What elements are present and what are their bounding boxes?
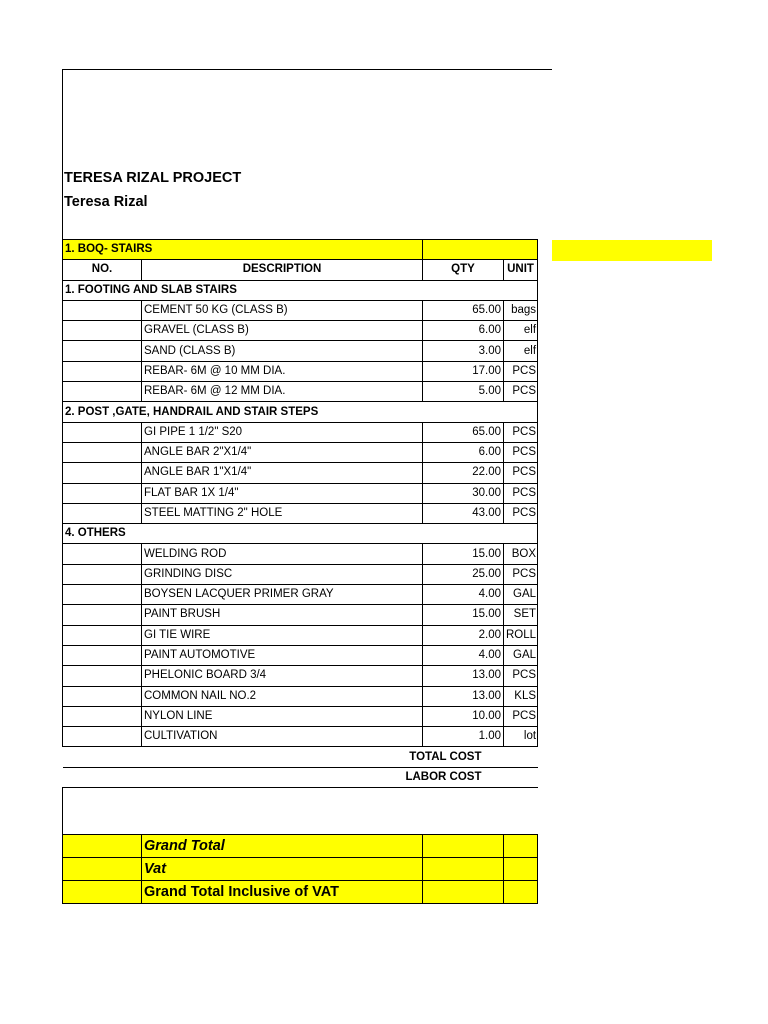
item-qty[interactable]: 15.00 bbox=[423, 605, 504, 625]
total-cost-value[interactable] bbox=[504, 747, 538, 767]
item-description[interactable]: STEEL MATTING 2" HOLE bbox=[142, 503, 423, 523]
vat-no[interactable] bbox=[63, 858, 142, 881]
table-row bbox=[63, 564, 538, 584]
item-unit[interactable]: elf bbox=[504, 321, 538, 341]
item-description[interactable]: GI TIE WIRE bbox=[142, 625, 423, 645]
item-qty[interactable]: 65.00 bbox=[423, 300, 504, 320]
item-qty[interactable]: 6.00 bbox=[423, 442, 504, 462]
grand-total-vat-row bbox=[63, 881, 538, 904]
item-description[interactable]: GI PIPE 1 1/2" S20 bbox=[142, 422, 423, 442]
item-description[interactable]: COMMON NAIL NO.2 bbox=[142, 686, 423, 706]
table-row bbox=[63, 341, 538, 361]
col-header-unit[interactable]: UNIT bbox=[504, 260, 538, 280]
table-row bbox=[63, 706, 538, 726]
item-no-cell[interactable] bbox=[63, 727, 142, 747]
item-description[interactable]: NYLON LINE bbox=[142, 706, 423, 726]
grand-total-qty[interactable] bbox=[423, 835, 504, 858]
table-row bbox=[63, 442, 538, 462]
item-qty[interactable]: 2.00 bbox=[423, 625, 504, 645]
item-unit[interactable]: PCS bbox=[504, 666, 538, 686]
total-cost-row bbox=[63, 747, 538, 767]
item-unit[interactable]: PCS bbox=[504, 422, 538, 442]
table-row bbox=[63, 544, 538, 564]
project-owner: Teresa Rizal bbox=[64, 194, 148, 210]
item-unit[interactable]: PCS bbox=[504, 382, 538, 402]
table-row bbox=[63, 361, 538, 381]
table-row bbox=[63, 483, 538, 503]
vat-qty[interactable] bbox=[423, 858, 504, 881]
item-description[interactable]: WELDING ROD bbox=[142, 544, 423, 564]
table-row bbox=[63, 503, 538, 523]
item-unit[interactable]: lot bbox=[504, 727, 538, 747]
item-unit[interactable]: PCS bbox=[504, 442, 538, 462]
project-title: TERESA RIZAL PROJECT bbox=[64, 170, 242, 186]
item-qty[interactable]: 13.00 bbox=[423, 686, 504, 706]
table-row bbox=[63, 727, 538, 747]
item-description[interactable]: PAINT AUTOMOTIVE bbox=[142, 645, 423, 665]
sheet-border-left bbox=[62, 69, 63, 239]
section-row bbox=[63, 524, 538, 544]
item-qty[interactable]: 4.00 bbox=[423, 645, 504, 665]
table-row bbox=[63, 645, 538, 665]
item-no-cell[interactable] bbox=[63, 585, 142, 605]
item-no-cell[interactable] bbox=[63, 300, 142, 320]
item-qty[interactable]: 1.00 bbox=[423, 727, 504, 747]
grand-total-vat-qty[interactable] bbox=[423, 881, 504, 904]
item-qty[interactable]: 65.00 bbox=[423, 422, 504, 442]
item-description[interactable]: GRAVEL (CLASS B) bbox=[142, 321, 423, 341]
item-qty[interactable]: 22.00 bbox=[423, 463, 504, 483]
labor-cost-row bbox=[63, 767, 538, 787]
section-title[interactable]: 4. OTHERS bbox=[63, 524, 538, 544]
grand-total-vat-label[interactable]: Grand Total Inclusive of VAT bbox=[142, 881, 423, 904]
col-header-description[interactable]: DESCRIPTION bbox=[142, 260, 423, 280]
item-unit[interactable]: GAL bbox=[504, 585, 538, 605]
item-description[interactable]: SAND (CLASS B) bbox=[142, 341, 423, 361]
boq-sheet bbox=[62, 69, 552, 914]
item-description[interactable]: ANGLE BAR 1"X1/4" bbox=[142, 463, 423, 483]
item-unit[interactable]: PCS bbox=[504, 361, 538, 381]
item-description[interactable]: PAINT BRUSH bbox=[142, 605, 423, 625]
item-unit[interactable]: PCS bbox=[504, 706, 538, 726]
item-no-cell[interactable] bbox=[63, 442, 142, 462]
vat-unit[interactable] bbox=[504, 858, 538, 881]
item-qty[interactable]: 4.00 bbox=[423, 585, 504, 605]
item-qty[interactable]: 25.00 bbox=[423, 564, 504, 584]
spacer-cell bbox=[63, 788, 538, 835]
item-qty[interactable]: 10.00 bbox=[423, 706, 504, 726]
boq-heading[interactable]: 1. BOQ- STAIRS bbox=[63, 240, 423, 260]
item-unit[interactable]: elf bbox=[504, 341, 538, 361]
item-no-cell[interactable] bbox=[63, 605, 142, 625]
item-description[interactable]: REBAR- 6M @ 10 MM DIA. bbox=[142, 361, 423, 381]
labor-cost-label[interactable]: LABOR COST bbox=[63, 767, 504, 787]
item-no-cell[interactable] bbox=[63, 706, 142, 726]
item-unit[interactable]: PCS bbox=[504, 503, 538, 523]
item-description[interactable]: ANGLE BAR 2"X1/4" bbox=[142, 442, 423, 462]
item-unit[interactable]: BOX bbox=[504, 544, 538, 564]
item-qty[interactable]: 3.00 bbox=[423, 341, 504, 361]
boq-heading-blank[interactable] bbox=[423, 240, 538, 260]
boq-heading-row bbox=[63, 240, 538, 260]
item-qty[interactable]: 15.00 bbox=[423, 544, 504, 564]
labor-cost-value[interactable] bbox=[504, 767, 538, 787]
item-no-cell[interactable] bbox=[63, 382, 142, 402]
item-no-cell[interactable] bbox=[63, 361, 142, 381]
table-row bbox=[63, 321, 538, 341]
grand-total-label[interactable]: Grand Total bbox=[142, 835, 423, 858]
item-description[interactable]: GRINDING DISC bbox=[142, 564, 423, 584]
item-unit[interactable]: ROLL bbox=[504, 625, 538, 645]
item-no-cell[interactable] bbox=[63, 503, 142, 523]
item-qty[interactable]: 43.00 bbox=[423, 503, 504, 523]
item-unit[interactable]: PCS bbox=[504, 483, 538, 503]
item-no-cell[interactable] bbox=[63, 625, 142, 645]
item-unit[interactable]: PCS bbox=[504, 463, 538, 483]
item-unit[interactable]: GAL bbox=[504, 645, 538, 665]
item-unit[interactable]: bags bbox=[504, 300, 538, 320]
grand-total-vat-no[interactable] bbox=[63, 881, 142, 904]
item-no-cell[interactable] bbox=[63, 483, 142, 503]
table-row bbox=[63, 422, 538, 442]
item-description[interactable]: FLAT BAR 1X 1/4" bbox=[142, 483, 423, 503]
table-row bbox=[63, 666, 538, 686]
item-no-cell[interactable] bbox=[63, 645, 142, 665]
total-cost-label[interactable]: TOTAL COST bbox=[63, 747, 504, 767]
item-no-cell[interactable] bbox=[63, 463, 142, 483]
sheet-border-top bbox=[62, 69, 552, 70]
item-qty[interactable]: 5.00 bbox=[423, 382, 504, 402]
item-qty[interactable]: 6.00 bbox=[423, 321, 504, 341]
item-no-cell[interactable] bbox=[63, 666, 142, 686]
table-row bbox=[63, 686, 538, 706]
item-no-cell[interactable] bbox=[63, 341, 142, 361]
vat-label[interactable]: Vat bbox=[142, 858, 423, 881]
section-title[interactable]: 2. POST ,GATE, HANDRAIL AND STAIR STEPS bbox=[63, 402, 538, 422]
table-row bbox=[63, 300, 538, 320]
item-unit[interactable]: KLS bbox=[504, 686, 538, 706]
item-no-cell[interactable] bbox=[63, 564, 142, 584]
item-qty[interactable]: 13.00 bbox=[423, 666, 504, 686]
table-row bbox=[63, 605, 538, 625]
table-row bbox=[63, 625, 538, 645]
section-row bbox=[63, 280, 538, 300]
table-row bbox=[63, 585, 538, 605]
item-no-cell[interactable] bbox=[63, 544, 142, 564]
grand-total-unit[interactable] bbox=[504, 835, 538, 858]
column-header-row bbox=[63, 260, 538, 280]
section-row bbox=[63, 402, 538, 422]
yellow-header-band bbox=[552, 240, 712, 261]
col-header-no[interactable]: NO. bbox=[63, 260, 142, 280]
item-description[interactable]: CULTIVATION bbox=[142, 727, 423, 747]
item-unit[interactable]: SET bbox=[504, 605, 538, 625]
item-qty[interactable]: 17.00 bbox=[423, 361, 504, 381]
item-no-cell[interactable] bbox=[63, 321, 142, 341]
table-row bbox=[63, 382, 538, 402]
grand-total-row bbox=[63, 835, 538, 858]
vat-row bbox=[63, 858, 538, 881]
boq-table bbox=[62, 239, 538, 904]
item-unit[interactable]: PCS bbox=[504, 564, 538, 584]
section-title[interactable]: 1. FOOTING AND SLAB STAIRS bbox=[63, 280, 538, 300]
grand-total-vat-unit[interactable] bbox=[504, 881, 538, 904]
item-description[interactable]: PHELONIC BOARD 3/4 bbox=[142, 666, 423, 686]
grand-total-no[interactable] bbox=[63, 835, 142, 858]
item-description[interactable]: CEMENT 50 KG (CLASS B) bbox=[142, 300, 423, 320]
spacer-row bbox=[63, 788, 538, 835]
col-header-qty[interactable]: QTY bbox=[423, 260, 504, 280]
item-description[interactable]: REBAR- 6M @ 12 MM DIA. bbox=[142, 382, 423, 402]
item-no-cell[interactable] bbox=[63, 422, 142, 442]
item-no-cell[interactable] bbox=[63, 686, 142, 706]
item-qty[interactable]: 30.00 bbox=[423, 483, 504, 503]
table-row bbox=[63, 463, 538, 483]
item-description[interactable]: BOYSEN LACQUER PRIMER GRAY bbox=[142, 585, 423, 605]
